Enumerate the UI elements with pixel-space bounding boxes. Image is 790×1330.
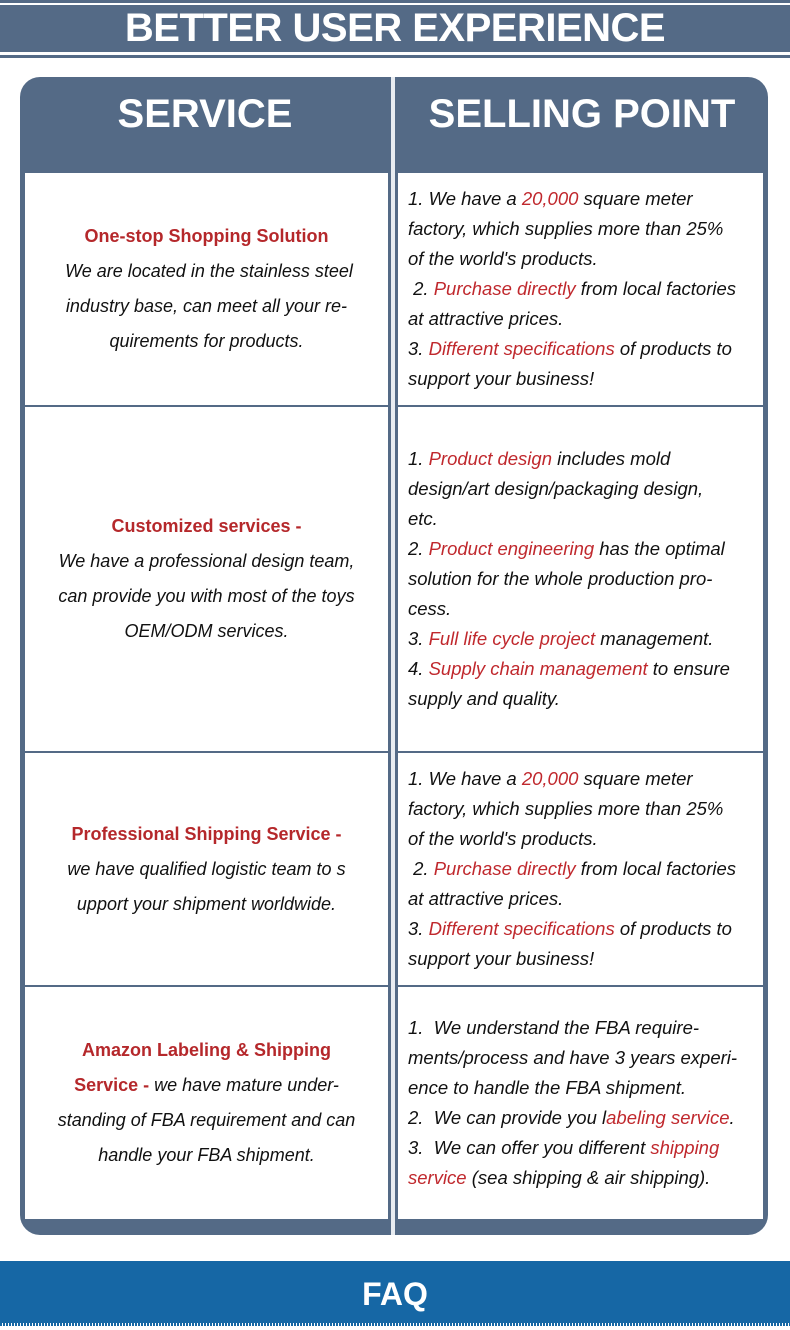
text-segment: 3. We can offer you different [408, 1137, 651, 1158]
text-segment: 1. [408, 448, 429, 469]
service-title: Professional Shipping Service - [71, 823, 342, 844]
selling-point-line [408, 214, 763, 244]
service-cell [25, 407, 388, 751]
selling-point-line [408, 474, 763, 504]
selling-point-line [408, 684, 763, 714]
bottom-rule [0, 55, 790, 58]
text-segment: . [729, 1107, 735, 1128]
text-segment: quirements for products. [109, 331, 304, 351]
service-line [77, 887, 336, 922]
selling-point-line [408, 824, 763, 854]
text-segment: (sea shipping & air shipping). [466, 1167, 711, 1188]
highlight-text: 20,000 [521, 768, 579, 789]
section-title: BETTER USER EXPERIENCE [0, 5, 790, 52]
service-title: One-stop Shopping Solution [84, 226, 329, 246]
text-segment: 2. [408, 538, 429, 559]
service-line [124, 614, 288, 649]
selling-point-line [408, 1133, 763, 1163]
faq-heading: FAQ [0, 1261, 790, 1323]
service-cell [25, 987, 388, 1219]
service-line [59, 544, 355, 579]
text-segment: 3. [408, 628, 429, 649]
service-line [67, 852, 345, 887]
selling-point-line [408, 884, 763, 914]
service-line [82, 1033, 331, 1068]
text-segment: 1. We have a [408, 188, 522, 209]
text-segment: of the world's products. [408, 828, 598, 849]
selling-point-line [408, 184, 763, 214]
column-divider [391, 77, 395, 1235]
text-segment: of the world's products. [408, 248, 598, 269]
text-segment: 4. [408, 658, 429, 679]
selling-point-line [408, 1073, 763, 1103]
text-segment: 2. [408, 858, 434, 879]
top-rule [0, 0, 790, 3]
selling-point-line [408, 624, 763, 654]
text-segment: includes mold [552, 448, 671, 469]
highlight-text: Product engineering [428, 538, 595, 559]
text-segment: We have a professional design team, [58, 551, 355, 571]
selling-point-line [408, 534, 763, 564]
selling-point-line [408, 764, 763, 794]
text-segment: we have qualified logistic team to s [67, 858, 346, 879]
text-segment: at attractive prices. [408, 888, 564, 909]
text-segment: square meter [578, 768, 693, 789]
text-segment: from local factories [575, 858, 737, 879]
selling-point-line [408, 594, 763, 624]
selling-point-line [408, 244, 763, 274]
service-line [66, 289, 347, 324]
text-segment: 2. [408, 278, 434, 299]
text-segment: We are located in the stainless steel [60, 261, 353, 281]
selling-point-line [408, 1103, 763, 1133]
selling-point-line [408, 1013, 763, 1043]
selling-point-line [408, 914, 763, 944]
text-segment: support your business! [408, 368, 595, 389]
selling-point-cell [398, 987, 763, 1219]
text-segment: cess. [408, 598, 452, 619]
text-segment: ence to handle the FBA shipment. [408, 1077, 687, 1098]
highlight-text: Product design [428, 448, 552, 469]
text-segment: 2. We can provide you l [408, 1107, 607, 1128]
selling-point-line [408, 854, 763, 884]
highlight-text: service [408, 1167, 467, 1188]
highlight-text: Purchase directly [433, 858, 576, 879]
text-segment: we have mature under- [149, 1075, 339, 1095]
text-segment: at attractive prices. [408, 308, 564, 329]
highlight-text: Supply chain management [428, 658, 648, 679]
highlight-text: abeling service [606, 1107, 730, 1128]
text-segment: design/art design/packaging design, [408, 478, 704, 499]
header-selling-point: SELLING POINT [428, 92, 736, 136]
service-title: Service - [74, 1075, 150, 1095]
service-title: Amazon Labeling & Shipping [82, 1040, 331, 1060]
selling-point-line [408, 444, 763, 474]
highlight-text: Purchase directly [433, 278, 576, 299]
dotted-border [0, 1323, 790, 1326]
selling-point-cell [398, 753, 763, 985]
service-title: Customized services - [111, 516, 302, 536]
selling-point-line [408, 1043, 763, 1073]
selling-point-cell [398, 407, 763, 751]
selling-point-line [408, 304, 763, 334]
text-segment: industry base, can meet all your re- [65, 296, 348, 316]
highlight-text: Different specifications [428, 918, 615, 939]
text-segment: standing of FBA requirement and can [57, 1110, 356, 1130]
text-segment: handle your FBA shipment. [98, 1145, 315, 1165]
service-line [58, 579, 354, 614]
selling-point-line [408, 564, 763, 594]
service-cell [25, 753, 388, 985]
text-segment: support your business! [408, 948, 595, 969]
text-segment: factory, which supplies more than 25% [408, 218, 724, 239]
selling-point-line [408, 364, 763, 394]
text-segment: of products to [614, 338, 732, 359]
text-segment: factory, which supplies more than 25% [408, 798, 724, 819]
selling-point-line [408, 944, 763, 974]
header-service: SERVICE [117, 92, 293, 136]
highlight-text: shipping [650, 1137, 720, 1158]
highlight-text: Different specifications [428, 338, 615, 359]
text-segment: 1. We understand the FBA require- [408, 1017, 700, 1038]
text-segment: can provide you with most of the toys [58, 586, 355, 606]
service-line [74, 1068, 339, 1103]
service-line [98, 1138, 314, 1173]
text-segment: 3. [408, 338, 429, 359]
highlight-text: Full life cycle project [428, 628, 596, 649]
text-segment: to ensure [647, 658, 730, 679]
selling-point-line [408, 274, 763, 304]
text-segment: from local factories [575, 278, 737, 299]
selling-point-line [408, 504, 763, 534]
selling-point-line [408, 1163, 763, 1193]
service-cell [25, 173, 388, 405]
service-line [60, 254, 353, 289]
text-segment: supply and quality. [408, 688, 560, 709]
text-segment: ments/process and have 3 years experi- [408, 1047, 738, 1068]
service-line [111, 509, 301, 544]
service-line [58, 1103, 356, 1138]
selling-point-line [408, 334, 763, 364]
service-line [85, 219, 329, 254]
service-line [71, 817, 341, 852]
text-segment: management. [595, 628, 714, 649]
highlight-text: 20,000 [521, 188, 579, 209]
text-segment: upport your shipment worldwide. [76, 893, 337, 914]
text-segment: 3. [408, 918, 429, 939]
selling-point-cell [398, 173, 763, 405]
text-segment: 1. We have a [408, 768, 522, 789]
service-table [20, 77, 768, 1235]
selling-point-line [408, 794, 763, 824]
text-segment: OEM/ODM services. [124, 621, 289, 641]
text-segment: solution for the whole production pro- [408, 568, 713, 589]
service-line [109, 324, 303, 359]
text-segment: has the optimal [594, 538, 725, 559]
text-segment: square meter [578, 188, 693, 209]
selling-point-line [408, 654, 763, 684]
text-segment: of products to [614, 918, 732, 939]
text-segment: etc. [408, 508, 438, 529]
